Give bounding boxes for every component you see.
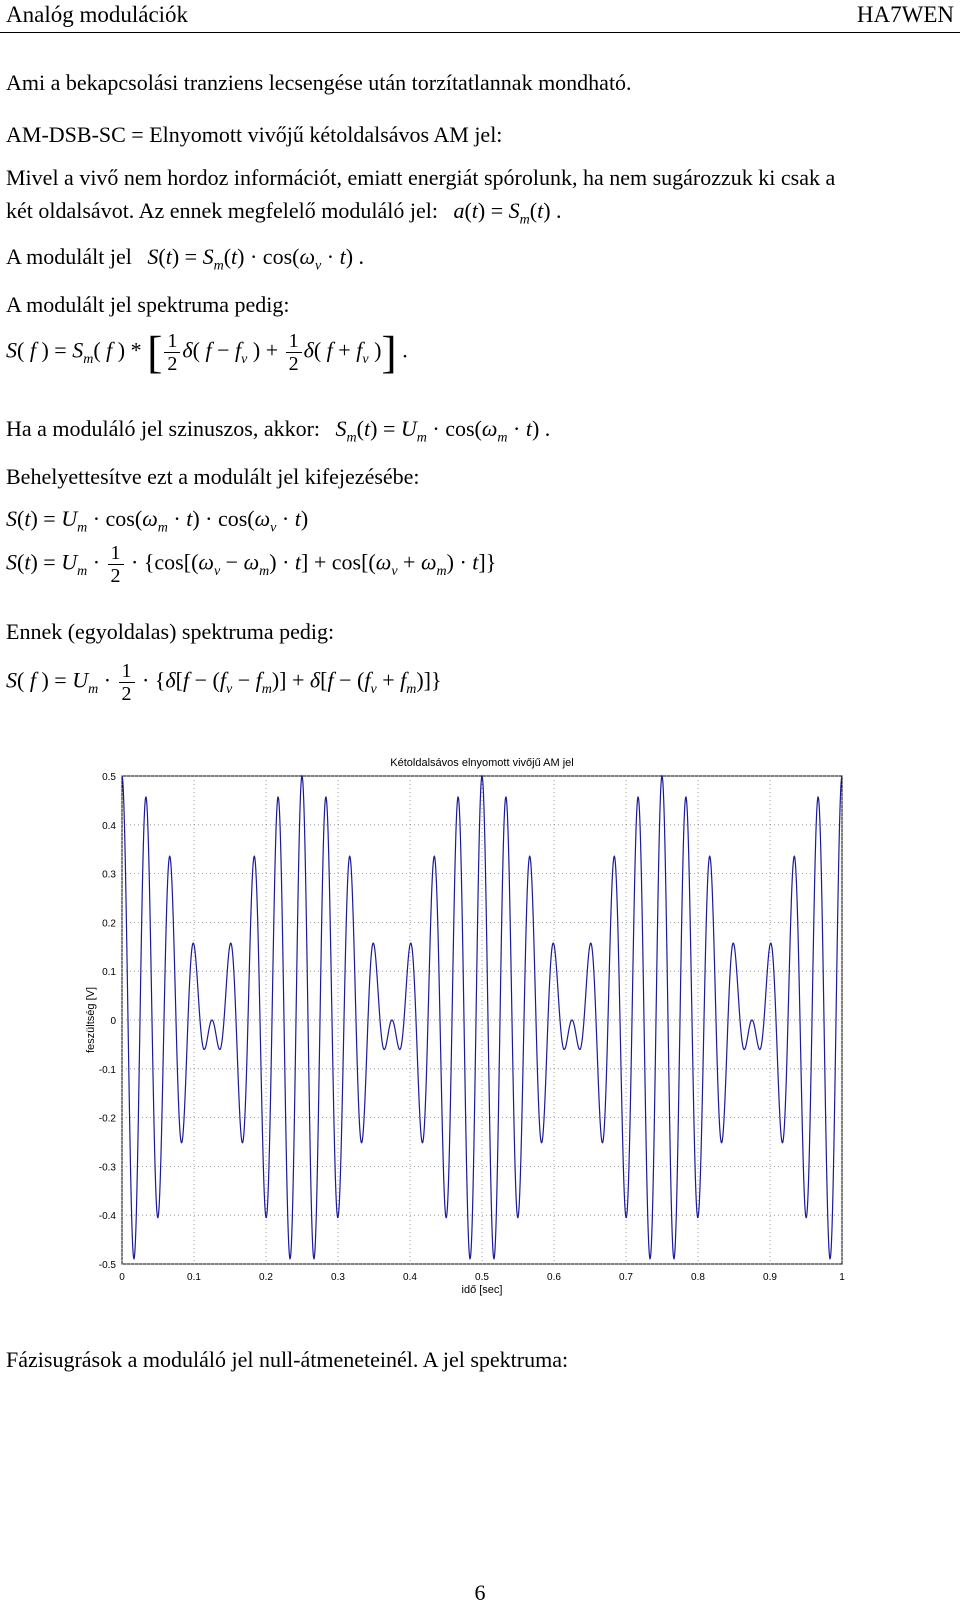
equation-sinusoidal: $S_m(t) = U_m \cdot \cos(\omega_m \cdot t)$ . xyxy=(335,416,551,446)
chart-y-axis-label: feszültség [V] xyxy=(85,986,97,1054)
paragraph-sidebands-text: két oldalsávot. Az ennek megfelelő moduláló jel: xyxy=(6,198,438,223)
chart-x-tick-label: 0.7 xyxy=(619,1272,633,1283)
paragraph-phase-jumps: Fázisugrások a moduláló jel null-átmeneteinél. A jel spektruma: xyxy=(6,1347,569,1372)
chart-y-tick-label: 0 xyxy=(110,1016,116,1027)
paragraph-substitution: Behelyettesítve ezt a modulált jel kifejezésébe: xyxy=(6,464,420,489)
paragraph-modulated-signal xyxy=(6,242,364,281)
chart-x-tick-label: 1 xyxy=(839,1272,845,1283)
chart-x-tick-label: 0.2 xyxy=(259,1272,273,1283)
page-number: 6 xyxy=(474,1580,486,1605)
chart-x-tick-label: 0 xyxy=(119,1272,125,1283)
chart-y-tick-label: -0.1 xyxy=(98,1064,116,1076)
dsb-sc-chart xyxy=(60,748,900,1308)
equation-sum: $S(t) = U_m$ · $\frac{1}{2}$ · $\{\cos[(\omega_v - \omega_m) \cdot t] + \cos[(\omega_v + \omega_m) \cdot t]\}$ xyxy=(6,542,497,587)
page-header xyxy=(0,0,960,34)
paragraph-modulated-text: A modulált jel xyxy=(6,244,132,269)
equation-one-sided-spectrum: S( f ) = $U_m$ · $\frac{1}{2}$ · $\{\delta[f - (f_v - f_m)] + \delta[f - (f_v + f_m)]\}$ xyxy=(6,660,442,705)
chart-y-tick-label: -0.5 xyxy=(98,1260,116,1271)
paragraph-carrier-info: Mivel a vivő nem hordoz információt, emiatt energiát spórolunk, ha nem sugározzuk ki csak a xyxy=(6,165,836,190)
paragraph-sinusoidal xyxy=(6,414,550,453)
chart-y-tick-label: 0.1 xyxy=(102,967,116,979)
header-code: HA7WEN xyxy=(856,2,954,27)
chart-x-tick-label: 0.1 xyxy=(187,1272,201,1283)
chart-x-tick-label: 0.3 xyxy=(331,1272,345,1283)
equation-modulated-signal: $S(t) = S_m(t) \cdot \cos(\omega_v \cdot t)$ . xyxy=(147,244,365,274)
chart-y-tick-label: 0.4 xyxy=(102,820,116,832)
paragraph-one-sided-spectrum: Ennek (egyoldalas) spektruma pedig: xyxy=(6,619,335,644)
paragraph-transient: Ami a bekapcsolási tranziens lecsengése után torzítatlannak mondható. xyxy=(6,70,632,95)
chart-y-tick-label: -0.4 xyxy=(98,1211,116,1223)
paragraph-spectrum: A modulált jel spektruma pedig: xyxy=(6,292,290,317)
chart-x-tick-label: 0.6 xyxy=(547,1272,561,1283)
header-rule xyxy=(0,32,960,33)
chart-x-tick-label: 0.5 xyxy=(475,1272,489,1283)
equation-modulating-signal: $a(t) = S_m(t)$ . xyxy=(453,198,562,228)
chart-y-tick-label: 0.5 xyxy=(102,772,116,783)
header-title: Analóg modulációk xyxy=(6,2,189,27)
chart-x-axis-label: idő [sec] xyxy=(461,1284,503,1296)
chart-y-tick-label: -0.2 xyxy=(98,1113,116,1125)
chart-title: Kétoldalsávos elnyomott vivőjű AM jel xyxy=(390,757,574,769)
chart-y-tick-label: 0.3 xyxy=(102,869,116,881)
paragraph-sinusoidal-text: Ha a moduláló jel szinuszos, akkor: xyxy=(6,416,321,441)
chart-x-tick-label: 0.8 xyxy=(691,1272,705,1283)
equation-spectrum: S( f ) = $S_m$( f ) * [ $\frac{1}{2}$ δ( $f - f_v$ ) + $\frac{1}{2}$ δ( $f + f_v$ )] . xyxy=(6,326,408,378)
chart-y-tick-label: -0.3 xyxy=(98,1162,116,1174)
chart-x-tick-label: 0.9 xyxy=(763,1272,777,1283)
chart-x-tick-label: 0.4 xyxy=(403,1272,417,1283)
paragraph-dsb-sc-title: AM-DSB-SC = Elnyomott vivőjű kétoldalsávos AM jel: xyxy=(6,122,503,147)
equation-product: $S(t) = U_m \cdot \cos(\omega_m \cdot t) \cdot \cos(\omega_v \cdot t)$ xyxy=(6,506,309,536)
chart-y-tick-label: 0.2 xyxy=(102,918,116,930)
paragraph-sidebands xyxy=(6,196,562,235)
